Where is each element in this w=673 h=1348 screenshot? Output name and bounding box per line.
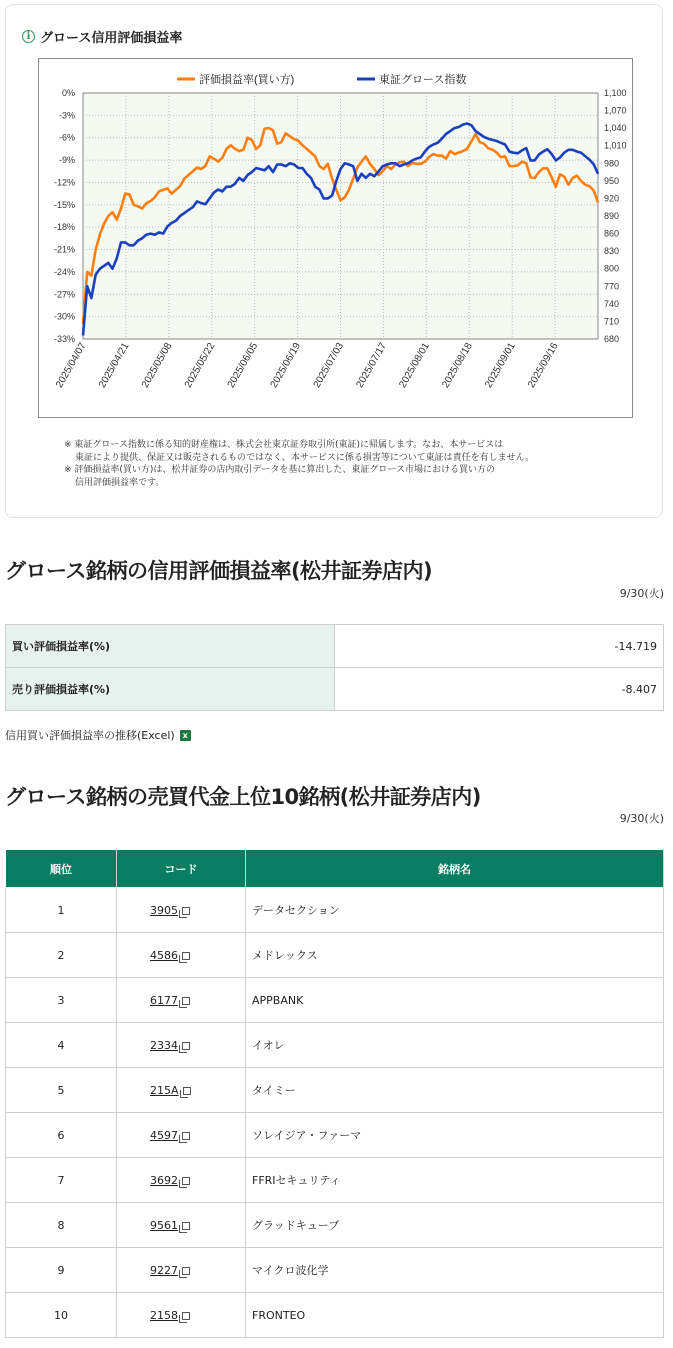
y-right-tick-label: 920	[604, 193, 620, 204]
copy-icon[interactable]	[182, 1312, 190, 1320]
rank-cell: 4	[6, 1023, 117, 1068]
chart-notes	[64, 439, 534, 489]
y-left-tick-label: -9%	[58, 155, 75, 166]
code-cell	[117, 888, 246, 933]
growth-eval-title: グロース銘柄の信用評価損益率(松井証券店内)	[5, 559, 433, 583]
stock-code-link[interactable]: 2334	[150, 1038, 178, 1052]
rank-cell: 7	[6, 1158, 117, 1203]
top10-table-body	[6, 888, 664, 1338]
code-cell	[117, 978, 246, 1023]
y-right-tick-label: 980	[604, 158, 620, 169]
y-left-tick-label: -24%	[53, 266, 75, 277]
y-left-tick-label: 0%	[61, 88, 75, 98]
chart-card-title-text: グロース信用評価損益率	[40, 31, 183, 46]
table-row	[6, 1113, 664, 1158]
y-right-tick-label: 1,040	[604, 123, 627, 134]
rank-cell: 6	[6, 1113, 117, 1158]
x-tick-label: 2025/06/05	[225, 341, 261, 390]
chart-card	[5, 4, 663, 518]
copy-icon[interactable]	[182, 1042, 190, 1050]
table-row	[6, 1203, 664, 1248]
table-row	[6, 1293, 664, 1338]
line-chart-svg	[39, 59, 634, 419]
excel-download-label[interactable]: 信用買い評価損益率の推移(Excel)	[5, 729, 175, 742]
legend-label: 評価損益率(買い方)	[199, 74, 295, 86]
stock-name-cell: グラッドキューブ	[246, 1203, 664, 1248]
copy-icon[interactable]	[182, 1132, 190, 1140]
stock-code-link[interactable]: 2158	[150, 1308, 178, 1322]
y-left-tick-label: -27%	[53, 289, 75, 300]
stock-code-link[interactable]: 9227	[150, 1263, 178, 1277]
copy-icon[interactable]	[183, 1087, 191, 1095]
rank-cell: 3	[6, 978, 117, 1023]
stock-name-cell: マイクロ波化学	[246, 1248, 664, 1293]
code-cell	[117, 1293, 246, 1338]
y-right-tick-label: 710	[604, 316, 620, 327]
stock-name-cell: ソレイジア・ファーマ	[246, 1113, 664, 1158]
x-tick-label: 2025/07/17	[354, 341, 390, 390]
sell-eval-label: 売り評価損益率(%)	[6, 668, 335, 711]
y-right-tick-label: 1,070	[604, 105, 627, 116]
x-tick-label: 2025/09/01	[483, 340, 518, 390]
rank-cell: 9	[6, 1248, 117, 1293]
stock-code-link[interactable]: 3905	[150, 903, 178, 917]
growth-eval-date: 9/30(火)	[619, 587, 664, 600]
stock-name-cell: メドレックス	[246, 933, 664, 978]
stock-code-link[interactable]: 4586	[150, 948, 178, 962]
note-line: 東証により提供、保証又は販売されるものではなく、本サービスに係る損害等について東証は責任を有しません。	[75, 452, 535, 463]
buy-eval-label: 買い評価損益率(%)	[6, 625, 335, 668]
y-right-tick-label: 1,100	[604, 88, 627, 98]
y-right-tick-label: 680	[604, 334, 620, 344]
note-line: ※ 評価損益率(買い方)は、松井証券の店内取引データを基に算出した、東証グロース市場における買い方の	[64, 465, 495, 475]
table-row	[6, 1248, 664, 1293]
x-tick-label: 2025/08/18	[440, 341, 475, 390]
table-row	[6, 978, 664, 1023]
y-right-tick-label: 770	[604, 281, 620, 292]
y-left-tick-label: -21%	[53, 244, 75, 255]
stock-name-cell: タイミー	[246, 1068, 664, 1113]
y-right-tick-label: 800	[604, 263, 620, 274]
top10-date: 9/30(火)	[619, 812, 664, 825]
stock-name-cell: FRONTEO	[246, 1293, 664, 1338]
stock-code-link[interactable]: 6177	[150, 993, 178, 1007]
info-circle-icon: i	[22, 30, 35, 43]
copy-icon[interactable]	[182, 997, 190, 1005]
table-row	[6, 625, 664, 668]
y-right-tick-label: 890	[604, 211, 620, 221]
header-name: 銘柄名	[246, 850, 664, 888]
code-cell	[117, 1158, 246, 1203]
y-left-tick-label: -30%	[53, 311, 75, 322]
top10-title: グロース銘柄の売買代金上位10銘柄(松井証券店内)	[5, 785, 481, 809]
y-left-tick-label: -3%	[58, 110, 75, 121]
note-line: 信用評価損益率です。	[75, 477, 165, 488]
stock-code-link[interactable]: 215A	[150, 1083, 179, 1097]
stock-name-cell: FFRIセキュリティ	[246, 1158, 664, 1203]
legend-label: 東証グロース指数	[379, 74, 467, 86]
line-chart	[38, 58, 633, 418]
x-tick-label: 2025/05/08	[139, 341, 175, 390]
copy-icon[interactable]	[182, 1222, 190, 1230]
y-right-tick-label: 830	[604, 246, 620, 257]
code-cell	[117, 1248, 246, 1293]
table-row	[6, 668, 664, 711]
code-cell	[117, 1203, 246, 1248]
copy-icon[interactable]	[182, 1267, 190, 1275]
table-header-row	[6, 850, 664, 888]
rank-cell: 8	[6, 1203, 117, 1248]
x-tick-label: 2025/07/03	[311, 341, 347, 390]
copy-icon[interactable]	[182, 952, 190, 960]
stock-name-cell: イオレ	[246, 1023, 664, 1068]
x-tick-label: 2025/09/16	[526, 341, 561, 390]
table-row	[6, 933, 664, 978]
table-row	[6, 1158, 664, 1203]
stock-code-link[interactable]: 4597	[150, 1128, 178, 1142]
x-tick-label: 2025/04/07	[54, 341, 89, 390]
stock-name-cell: データセクション	[246, 888, 664, 933]
y-left-tick-label: -18%	[53, 222, 75, 233]
code-cell	[117, 933, 246, 978]
table-row	[6, 1068, 664, 1113]
rank-cell: 1	[6, 888, 117, 933]
code-cell	[117, 1023, 246, 1068]
chart-card-title	[22, 27, 182, 46]
y-right-tick-label: 1,010	[604, 140, 627, 151]
y-left-tick-label: -15%	[53, 199, 75, 210]
excel-download-link[interactable]	[5, 727, 191, 743]
rank-cell: 5	[6, 1068, 117, 1113]
stock-code-link[interactable]: 3692	[150, 1173, 178, 1187]
excel-file-icon[interactable]: x	[180, 730, 191, 741]
code-cell	[117, 1068, 246, 1113]
x-tick-label: 2025/08/01	[397, 341, 432, 390]
table-row	[6, 888, 664, 933]
copy-icon[interactable]	[182, 907, 190, 915]
sell-eval-value: -8.407	[335, 668, 664, 711]
y-left-tick-label: -12%	[53, 177, 75, 188]
growth-eval-table	[5, 624, 664, 711]
stock-name-cell: APPBANK	[246, 978, 664, 1023]
header-rank: 順位	[6, 850, 117, 888]
copy-icon[interactable]	[182, 1177, 190, 1185]
top10-table	[5, 849, 664, 1338]
rank-cell: 2	[6, 933, 117, 978]
y-right-tick-label: 950	[604, 175, 620, 186]
rank-cell: 10	[6, 1293, 117, 1338]
y-left-tick-label: -6%	[58, 132, 75, 143]
code-cell	[117, 1113, 246, 1158]
y-right-tick-label: 740	[604, 298, 620, 309]
table-row	[6, 1023, 664, 1068]
y-left-tick-label: -33%	[53, 334, 75, 344]
y-right-tick-label: 860	[604, 228, 620, 239]
header-code: コード	[117, 850, 246, 888]
x-tick-label: 2025/05/22	[182, 341, 218, 390]
note-line: ※ 東証グロース指数に係る知的財産権は、株式会社東京証券取引所(東証)に帰属します。なお、本サービスは	[64, 440, 504, 450]
x-tick-label: 2025/04/21	[96, 341, 132, 390]
stock-code-link[interactable]: 9561	[150, 1218, 178, 1232]
x-tick-label: 2025/06/19	[268, 341, 304, 390]
buy-eval-value: -14.719	[335, 625, 664, 668]
